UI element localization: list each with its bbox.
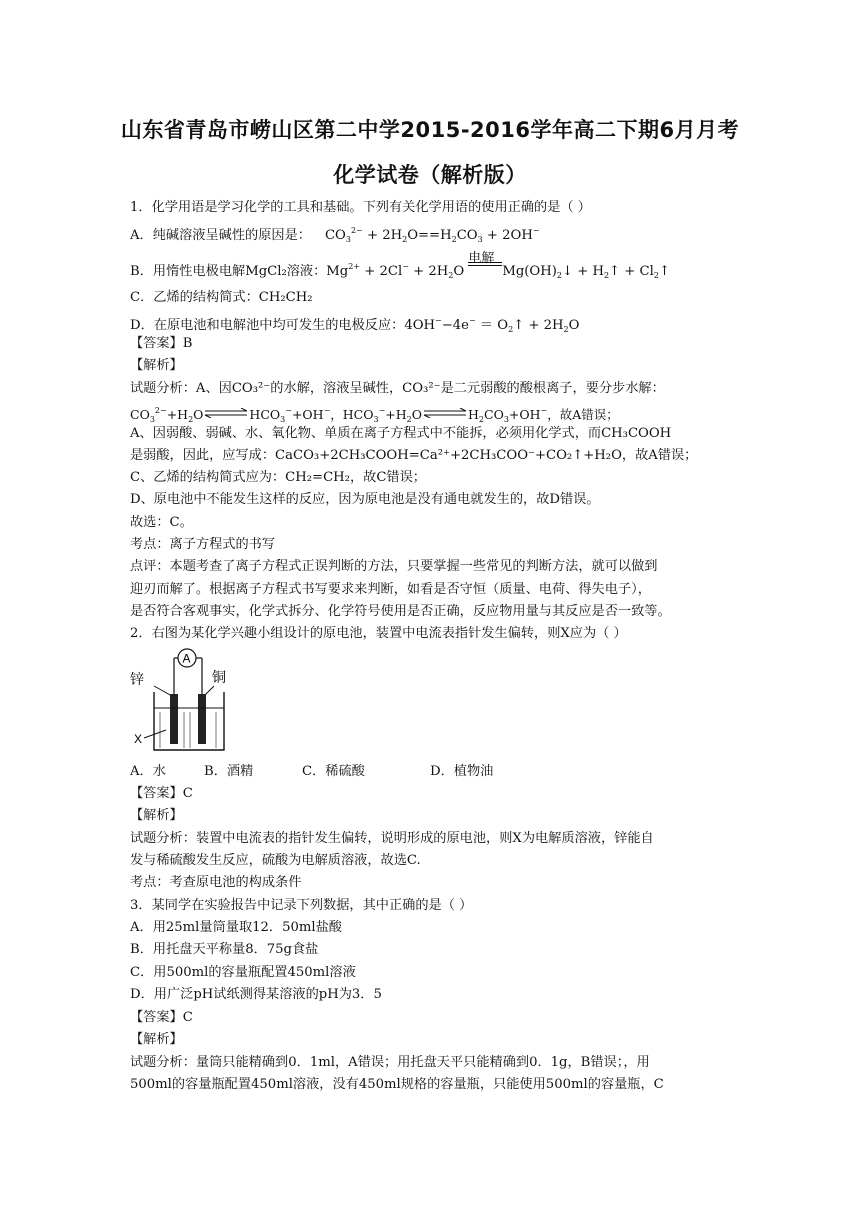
q3-option-b: B．用托盘天平称量8．75g食盐 xyxy=(130,942,319,957)
q1-hydrolysis-equation: $CO_3^{2-}+H_2O$ $HCO_3^-+OH^-$，$HCO_3^-+H_2O$ $H_2CO_3+OH^-$，故A错误； xyxy=(130,406,619,424)
reversible-arrow-icon xyxy=(203,408,249,418)
q2-analysis-label: 【解析】 xyxy=(130,808,183,823)
q1-analysis-line: A、因弱酸、弱碱、水、氧化物、单质在离子方程式中不能拆，必须用化学式，而CH₃COOH xyxy=(130,426,672,441)
x-label: X xyxy=(134,732,143,746)
q2-answer: 【答案】C xyxy=(130,786,193,801)
q2-option-c: C．稀硫酸 xyxy=(302,764,365,779)
q1-stem: 1．化学用语是学习化学的工具和基础。下列有关化学用语的使用正确的是（ ） xyxy=(130,200,591,215)
copper-label: 铜 xyxy=(212,670,226,686)
q3-answer: 【答案】C xyxy=(130,1010,193,1025)
copper-electrode xyxy=(198,694,206,744)
q1-option-a: A．纯碱溶液呈碱性的原因是： $CO_3^{2-} + 2H_2O==H_2CO_3 + 2OH^-$ xyxy=(130,226,540,244)
q3-analysis-label: 【解析】 xyxy=(130,1032,183,1047)
q1-option-c: C．乙烯的结构简式：CH₂CH₂ xyxy=(130,290,313,305)
q2-options xyxy=(130,762,740,782)
q3-option-a: A．用25ml量筒量取12．50ml盐酸 xyxy=(130,920,342,935)
q3-analysis-line: 试题分析：量筒只能精确到0．1ml，A错误；用托盘天平只能精确到0．1g，B错误；，用 xyxy=(130,1055,650,1070)
q2-stem: 2．右图为某化学兴趣小组设计的原电池，装置中电流表指针发生偏转，则X应为（ ） xyxy=(130,626,627,641)
zinc-label: 锌 xyxy=(130,672,144,688)
q1-answer: 【答案】B xyxy=(130,336,193,351)
beaker xyxy=(154,692,224,750)
doc-title-line1: 山东省青岛市崂山区第二中学2015-2016学年高二下期6月月考 xyxy=(120,118,740,142)
q2-option-b: B．酒精 xyxy=(204,764,254,779)
ammeter-label: A xyxy=(182,651,191,666)
doc-title-line2: 化学试卷（解析版） xyxy=(333,163,527,187)
q2-knowledge-point: 考点：考查原电池的构成条件 xyxy=(130,875,302,890)
q3-option-d: D．用广泛pH试纸测得某溶液的pH为3．5 xyxy=(130,987,382,1002)
q2-option-a: A．水 xyxy=(130,764,166,779)
q2-option-d: D．植物油 xyxy=(430,764,494,779)
q2-analysis-line: 发与稀硫酸发生反应，硫酸为电解质溶液，故选C. xyxy=(130,853,421,868)
q3-analysis-line: 500ml的容量瓶配置450ml溶液，没有450ml规格的容量瓶，只能使用500ml的容量瓶，C xyxy=(130,1077,664,1092)
electrolysis-label: 电解 xyxy=(468,251,495,266)
q1-analysis-line: 试题分析：A、因CO₃²⁻的水解，溶液呈碱性，CO₃²⁻是二元弱酸的酸根离子，要分步水解： xyxy=(130,381,665,396)
q1-option-d: D．在原电池和电解池中均可发生的电极反应：$4OH^--4e^- = O_2↑ + 2H_2O$ xyxy=(130,316,580,334)
q1-comment: 是否符合客观事实，化学式拆分、化学符号使用是否正确，反应物用量与其反应是否一致等。 xyxy=(130,604,671,619)
q3-option-c: C．用500ml的容量瓶配置450ml溶液 xyxy=(130,965,356,980)
zinc-electrode xyxy=(170,694,178,744)
q1-comment: 点评：本题考查了离子方程式正误判断的方法，只要掌握一些常见的判断方法，就可以做到 xyxy=(130,559,658,574)
q1-analysis-line: C、乙烯的结构简式应为：CH₂=CH₂，故C错误； xyxy=(130,470,426,485)
q1-analysis-label: 【解析】 xyxy=(130,358,183,373)
q1-knowledge-point: 考点：离子方程式的书写 xyxy=(130,537,276,552)
q1-conclusion: 故选：C。 xyxy=(130,515,193,530)
q3-stem: 3．某同学在实验报告中记录下列数据，其中正确的是（ ） xyxy=(130,898,473,913)
q1-comment: 迎刃而解了。根据离子方程式书写要求来判断，如看是否守恒（质量、电荷、得失电子）， xyxy=(130,582,651,597)
reversible-arrow-icon xyxy=(422,408,468,418)
galvanic-cell-figure xyxy=(130,646,240,756)
q1-option-b: B．用惰性电极电解MgCl₂溶液：$Mg^{2+} + 2Cl^- + 2H_2O$ 电解 $Mg(OH)_2↓$ + $H_2↑$ + $Cl_2↑$ xyxy=(130,251,670,280)
q2-analysis-line: 试题分析：装置中电流表的指针发生偏转，说明形成的原电池，则X为电解质溶液，锌能自 xyxy=(130,831,654,846)
q1-analysis-line: 是弱酸，因此，应写成：CaCO₃+2CH₃COOH=Ca²⁺+2CH₃COO⁻+CO₂↑+H₂O，故A错误； xyxy=(130,448,698,463)
q1-analysis-line: D、原电池中不能发生这样的反应，因为原电池是没有通电就发生的，故D错误。 xyxy=(130,492,600,507)
